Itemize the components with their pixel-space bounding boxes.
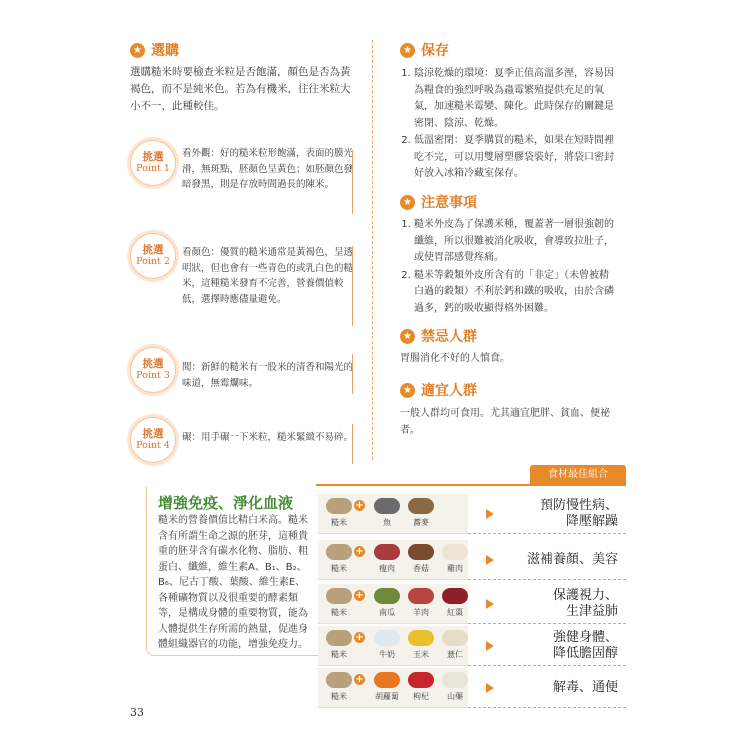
point-3-badge: 挑選 Point 3 [130, 347, 176, 393]
point-divider [352, 354, 353, 394]
food-icon [374, 588, 400, 604]
ingredient-main [322, 588, 356, 618]
arrow-right-icon [486, 641, 494, 651]
ingredient-label: 糙米 [331, 692, 347, 701]
ingredient-item [370, 672, 404, 702]
combo-row [318, 626, 626, 666]
result-line: 解毒、通便 [552, 680, 618, 695]
storage-list [400, 66, 618, 184]
ingredient-label: 胡蘿蔔 [375, 692, 399, 701]
point-1-text: 看外觀：好的糙米粒形飽滿，表面的膜光滑，無斑點，胚顏色呈黃色；如胚顏色發暗發黑，則是存放時間過長的陳米。 [182, 148, 354, 190]
point-3-text: 聞：新鮮的糙米有一股米的清香和陽光的味道，無霉爛味。 [182, 362, 354, 389]
ingredient-label: 瘦肉 [379, 564, 395, 573]
ingredient-label: 雞肉 [447, 564, 463, 573]
ingredient-label: 糙米 [331, 564, 347, 573]
combo-divider [468, 623, 626, 624]
food-icon [408, 544, 434, 560]
result-line: 強健身體、 [552, 630, 618, 645]
ingredient-item [404, 544, 438, 574]
notes-heading: ★ 注意事項 [400, 192, 477, 212]
plus-icon: + [355, 546, 364, 557]
point-4-badge: 挑選 Point 4 [130, 417, 176, 463]
food-icon [442, 588, 468, 604]
ingredient-label: 紅棗 [447, 608, 463, 617]
point-1-badge: 挑選 Point 1 [130, 140, 176, 186]
suitable-heading: ★ 適宜人群 [400, 380, 477, 400]
combo-row [318, 540, 626, 580]
star-icon: ★ [400, 43, 415, 58]
combo-divider [468, 579, 626, 580]
ingredient-item [370, 588, 404, 618]
plus-icon: + [355, 632, 364, 643]
ingredient-main [322, 672, 356, 702]
ingredient-item [438, 588, 472, 618]
arrow-right-icon [486, 555, 494, 565]
combo-result [498, 626, 618, 666]
ingredient-label: 香菇 [413, 564, 429, 573]
brown-rice-icon [326, 544, 352, 560]
result-line: 降壓解躁 [565, 514, 618, 529]
ingredient-item [438, 544, 472, 574]
ingredient-item [404, 630, 438, 660]
immunity-title: 增強免疫、淨化血液 [158, 494, 294, 512]
immunity-text: 糙米的營養價值比精白米高。糙米含有所謂生命之源的胚芽，這種貴重的胚芽含有碳水化物、脂肪、粗蛋白、纖維，維生素A、B₁、B₂、B₆、尼古丁酸、葉酸、維生素E、各種礦物質以及很重要的酵素類等，是構成身體的重要物質，能為人體提供生存所需的熱量，促進身體組織器官的功能，增強免疫力。 [158, 515, 308, 650]
ingredient-item [438, 672, 472, 702]
combo-result [498, 540, 618, 580]
result-line: 保護視力、 [552, 588, 618, 603]
point-divider [352, 150, 353, 214]
star-icon: ★ [400, 195, 415, 210]
combo-ingredients [318, 668, 468, 708]
ingredient-label: 玉米 [413, 650, 429, 659]
avoid-heading: ★ 禁忌人群 [400, 326, 477, 346]
brown-rice-icon [326, 672, 352, 688]
result-line: 滋補養顏、美容 [526, 552, 618, 567]
ingredient-item [404, 672, 438, 702]
arrow-right-icon [486, 683, 494, 693]
plus-icon: + [355, 500, 364, 511]
combo-ingredients [318, 540, 468, 580]
food-icon [374, 630, 400, 646]
ingredient-item [370, 544, 404, 574]
ingredient-label: 薏仁 [447, 650, 463, 659]
point-2-text: 看顏色：優質的糙米通常是黃褐色，呈透明狀，但也會有一些青色的或乳白色的糙米，這種糙米發育不完善，營養價值較低，選擇時應儘量避免。 [182, 247, 354, 305]
result-line: 預防慢性病、 [539, 498, 618, 513]
combo-row [318, 494, 626, 534]
food-icon [408, 672, 434, 688]
result-line: 降低膽固醇 [552, 646, 618, 661]
ingredient-item [370, 630, 404, 660]
select-intro: 選購糙米時要檢查米粒是否飽滿，顏色是否為黃褐色，而不是純米色。若為有機米，往往米粒大小不一，此種較佳。 [130, 66, 351, 112]
list-item: 1. 糙米外皮為了保護米種，覆蓋著一層很強韌的纖維，所以很難被消化吸收，會導致拉肚子，或使胃部感覺疼痛。 [414, 217, 618, 267]
ingredient-item [438, 630, 472, 660]
food-icon [442, 672, 468, 688]
suitable-text: 一般人群均可食用。尤其適宜肥胖、貧血、便祕者。 [400, 408, 610, 436]
combo-divider [468, 707, 626, 708]
food-icon [408, 630, 434, 646]
point-4-text: 碾：用手碾一下米粒，糙米緊緻不易碎。 [182, 432, 354, 443]
ingredient-label: 羊肉 [413, 608, 429, 617]
ingredient-item [370, 498, 404, 528]
combo-result [498, 668, 618, 708]
list-item: 2. 低溫密閉：夏季購買的糙米，如果在短時間裡吃不完，可以用雙層塑膠袋裝好，將袋口密封好放入冰箱冷藏室保存。 [414, 133, 618, 183]
combo-banner: 食材最佳組合 [530, 465, 626, 485]
ingredient-main [322, 498, 356, 528]
star-icon: ★ [130, 43, 145, 58]
ingredient-label: 南瓜 [379, 608, 395, 617]
combo-divider [468, 665, 626, 666]
food-icon [408, 588, 434, 604]
ingredient-label: 糙米 [331, 608, 347, 617]
ingredient-label: 魚 [383, 518, 391, 527]
combo-ingredients [318, 494, 468, 534]
page-number: 33 [130, 706, 144, 719]
food-icon [374, 672, 400, 688]
ingredient-label: 牛奶 [379, 650, 395, 659]
result-line: 生津益肺 [565, 604, 618, 619]
food-icon [442, 544, 468, 560]
ingredient-label: 山藥 [447, 692, 463, 701]
combo-result [498, 494, 618, 534]
star-icon: ★ [400, 329, 415, 344]
select-heading: ★ 選購 [130, 40, 179, 60]
combo-result [498, 584, 618, 624]
food-icon [374, 498, 400, 514]
brown-rice-icon [326, 630, 352, 646]
ingredient-main [322, 544, 356, 574]
food-icon [408, 498, 434, 514]
ingredient-label: 糙米 [331, 518, 347, 527]
brown-rice-icon [326, 588, 352, 604]
plus-icon: + [355, 674, 364, 685]
arrow-right-icon [486, 509, 494, 519]
point-divider [352, 246, 353, 326]
notes-list [400, 217, 618, 318]
storage-heading: ★ 保存 [400, 40, 449, 60]
food-icon [374, 544, 400, 560]
combo-banner-rule [316, 484, 626, 486]
ingredient-label: 枸杞 [413, 692, 429, 701]
combo-ingredients [318, 584, 468, 624]
arrow-right-icon [486, 599, 494, 609]
plus-icon: + [355, 590, 364, 601]
column-divider [372, 40, 373, 460]
list-item: 1. 陰涼乾燥的環境：夏季正值高溫多溼，容易因為糧食的強烈呼吸為蟲霉繁殖提供充足的氧氣，加速糙米霉變、陳化。此時保存的關鍵是密閉、陰涼、乾燥。 [414, 66, 618, 132]
ingredient-main [322, 630, 356, 660]
combo-row [318, 668, 626, 708]
ingredient-item [404, 498, 438, 528]
avoid-text: 胃腸消化不好的人慎食。 [400, 353, 510, 364]
ingredient-item [404, 588, 438, 618]
list-item: 2. 糙米等穀類外皮所含有的「非定」（未曾被精白過的穀類）不利於鈣和鐵的吸收，由於含磷過多，鈣的吸收顯得格外困難。 [414, 268, 618, 318]
brown-rice-icon [326, 498, 352, 514]
combo-ingredients [318, 626, 468, 666]
point-2-badge: 挑選 Point 2 [130, 233, 176, 279]
combo-divider [468, 533, 626, 534]
star-icon: ★ [400, 383, 415, 398]
food-icon [442, 630, 468, 646]
ingredient-label: 糙米 [331, 650, 347, 659]
point-divider [352, 424, 353, 464]
ingredient-label: 蕎麥 [413, 518, 429, 527]
combo-row [318, 584, 626, 624]
